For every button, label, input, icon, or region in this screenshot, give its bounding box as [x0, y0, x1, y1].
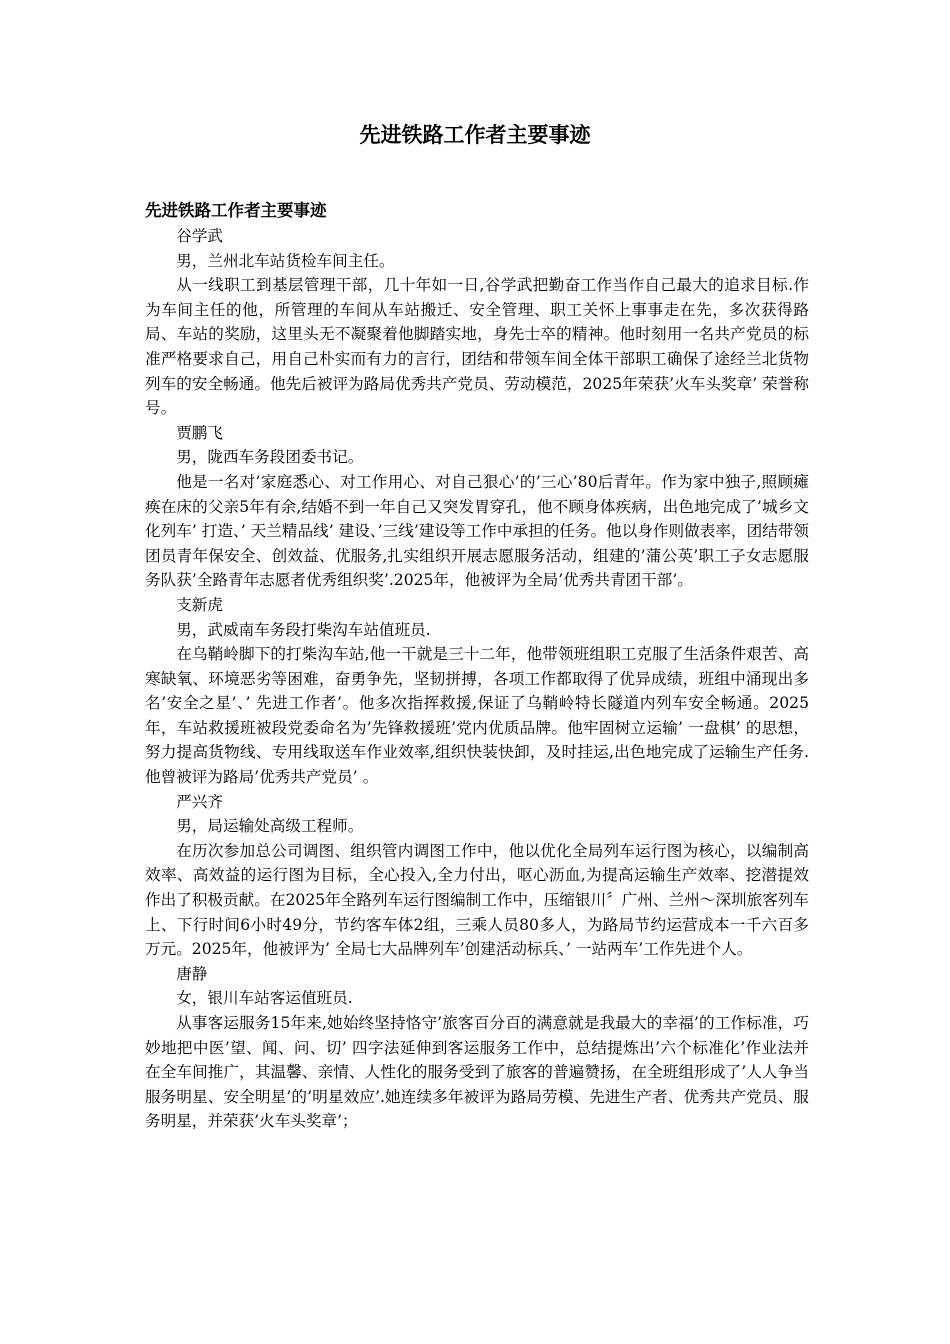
- person-intro: 男，武威南车务段打柴沟车站值班员.: [176, 620, 431, 639]
- person-entry: [145, 593, 809, 790]
- person-description: 他是一名对’家庭悉心、对工作用心、对自己狠心’的’三心’80后青年。作为家中独子,照顾瘫痪在床的父亲5年有余,结婚不到一年自己又突发胃穿孔，他不顾身体疾病，出色地完成了’城乡文化列车’ 打造、’ 天兰精品线’ 建设、’三线’建设等工作中承担的任务。他以身作则做表率，团结带领团员青年保安全、创效益、优服务,扎实组织开展志愿服务活动，组建的’蒲公英’职工子女志愿服务队获’全路青年志愿者优秀组织奖’.2025年，他被评为全局’优秀共青团干部’。: [145, 472, 809, 590]
- person-description: 在历次参加总公司调图、组织管内调图工作中，他以优化全局列车运行图为核心，以编制高效率、高效益的运行图为目标，全心投入,全力付出，呕心沥血,为提高运输生产效率、挖潜提效作出了积极贡献。在2025年全路列车运行图编制工作中，压缩银川〞广州、兰州～深圳旅客列车上、下行时间6小时49分，节约客车体2组，三乘人员80多人，为路局节约运营成本一千六百多万元。2025年，他被评为’ 全局七大品牌列车’创建活动标兵、’ 一站两车’工作先进个人。: [145, 841, 809, 959]
- person-name: 谷学武: [176, 227, 223, 245]
- person-entry: [145, 790, 809, 962]
- person-description: 在乌鞘岭脚下的打柴沟车站,他一干就是三十二年，他带领班组职工克服了生活条件艰苦、高寒缺氧、环境恶劣等困难，奋勇争先，坚韧拼搏，各项工作都取得了优异成绩，班组中涌现出多名’安全之星’、’ 先进工作者’。他多次指挥救援,保证了乌鞘岭特长隧道内列车安全畅通。2025年，车站救援班被段党委命名为’先锋救援班’党内优质品牌。他牢固树立运输’ 一盘棋’ 的思想，努力提高货物线、专用线取送车作业效率,组织快装快卸，及时挂运,出色地完成了运输生产任务.他曾被评为路局’优秀共产党员’ 。: [145, 645, 809, 787]
- document-title: 先进铁路工作者主要事迹: [359, 123, 591, 147]
- person-entry: [145, 224, 809, 421]
- person-intro: 男，局运输处高级工程师。: [176, 817, 364, 836]
- person-name: 支新虎: [176, 595, 223, 614]
- person-description: 从事客运服务15年来,她始终坚持恪守’旅客百分百的满意就是我最大的幸福’的工作标准，巧妙地把中医’望、闻、问、切’ 四字法延伸到客运服务工作中，总结提炼出’六个标准化’作业法并在全车间推广，其温馨、亲情、人性化的服务受到了旅客的普遍赞扬，在全班组形成了’人人争当服务明星、安全明星’的’明星效应’.她连续多年被评为路局劳模、先进生产者、优秀共产党员、服务明星，并荣获’火车头奖章’；: [145, 1014, 809, 1131]
- person-entry: [145, 421, 809, 593]
- document-body: [145, 198, 809, 1134]
- person-intro: 男，兰州北车站货检车间主任。: [176, 251, 395, 270]
- person-name: 唐静: [176, 964, 208, 983]
- person-name: 贾鹏飞: [176, 423, 223, 442]
- person-name: 严兴齐: [176, 792, 223, 811]
- person-entry: [145, 962, 809, 1134]
- person-intro: 女，银川车站客运值班员.: [176, 989, 353, 1008]
- section-heading: 先进铁路工作者主要事迹: [145, 201, 327, 220]
- person-description: 从一线职工到基层管理干部，几十年如一日,谷学武把勤奋工作当作自己最大的追求目标.作为车间主任的他，所管理的车间从车站搬迁、安全管理、职工关怀上事事走在先，多次获得路局、车站的奖励，这里头无不凝聚着他脚踏实地，身先士卒的精神。他时刻用一名共产党员的标准严格要求自己，用自己朴实而有力的言行，团结和带领车间全体干部职工确保了途经兰北货物列车的安全畅通。他先后被评为路局优秀共产党员、劳动模范，2025年荣获’火车头奖章’ 荣誉称号。: [145, 276, 809, 418]
- person-intro: 男，陇西车务段团委书记。: [176, 448, 364, 467]
